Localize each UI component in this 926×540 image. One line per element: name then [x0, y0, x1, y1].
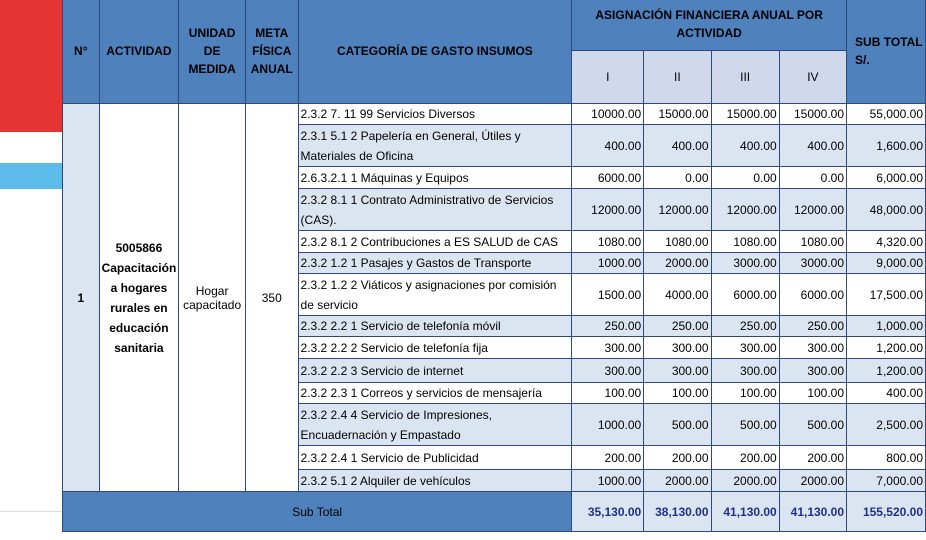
quarter-cell: 250.00	[644, 316, 711, 337]
quarter-cell: 0.00	[779, 167, 846, 189]
footer-grand-total: 155,520.00	[847, 492, 926, 532]
header-quarter-3: III	[711, 51, 779, 104]
category-cell: 2.3.2 8.1 1 Contrato Administrativo de Servicios (CAS).	[298, 189, 572, 231]
quarter-cell: 300.00	[779, 359, 846, 383]
quarter-cell: 100.00	[711, 383, 779, 404]
quarter-cell: 15000.00	[779, 104, 846, 125]
blue-accent-bar	[0, 163, 62, 189]
quarter-cell: 400.00	[779, 125, 846, 167]
category-cell: 2.3.2 8.1 2 Contribuciones a ES SALUD de CAS	[298, 231, 572, 253]
footer-total-q1: 35,130.00	[572, 492, 644, 532]
quarter-cell: 12000.00	[711, 189, 779, 231]
quarter-cell: 300.00	[572, 337, 644, 359]
footer-total-q4: 41,130.00	[779, 492, 846, 532]
footer-label: Sub Total	[63, 492, 572, 532]
activity-unidad: Hogar capacitado	[179, 104, 246, 492]
quarter-cell: 1080.00	[711, 231, 779, 253]
header-unidad: UNIDAD DE MEDIDA	[179, 0, 246, 104]
quarter-cell: 1000.00	[572, 404, 644, 446]
quarter-cell: 2000.00	[644, 470, 711, 492]
quarter-cell: 4000.00	[644, 274, 711, 316]
quarter-cell: 6000.00	[779, 274, 846, 316]
quarter-cell: 12000.00	[572, 189, 644, 231]
table-body	[63, 104, 926, 492]
footer-total-q3: 41,130.00	[711, 492, 779, 532]
quarter-cell: 250.00	[572, 316, 644, 337]
quarter-cell: 200.00	[644, 446, 711, 470]
category-cell: 2.3.2 1.2 2 Viáticos y asignaciones por comisión de servicio	[298, 274, 572, 316]
category-cell: 2.3.2 2.2 1 Servicio de telefonía móvil	[298, 316, 572, 337]
quarter-cell: 3000.00	[779, 253, 846, 274]
quarter-cell: 1080.00	[572, 231, 644, 253]
header-quarter-1: I	[572, 51, 644, 104]
quarter-cell: 200.00	[711, 446, 779, 470]
quarter-cell: 100.00	[644, 383, 711, 404]
quarter-cell: 400.00	[644, 125, 711, 167]
category-cell: 2.3.2 2.4 1 Servicio de Publicidad	[298, 446, 572, 470]
header-categoria: CATEGORÍA DE GASTO INSUMOS	[298, 0, 572, 104]
category-cell: 2.3.2 2.2 2 Servicio de telefonía fija	[298, 337, 572, 359]
subtotal-cell: 1,200.00	[847, 337, 926, 359]
activity-meta: 350	[245, 104, 298, 492]
quarter-cell: 6000.00	[572, 167, 644, 189]
quarter-cell: 2000.00	[644, 253, 711, 274]
footer-total-q2: 38,130.00	[644, 492, 711, 532]
subtotal-cell: 7,000.00	[847, 470, 926, 492]
category-cell: 2.3.2 2.4 4 Servicio de Impresiones, Encuadernación y Empastado	[298, 404, 572, 446]
quarter-cell: 500.00	[644, 404, 711, 446]
quarter-cell: 1000.00	[572, 470, 644, 492]
header-quarter-2: II	[644, 51, 711, 104]
subtotal-cell: 1,000.00	[847, 316, 926, 337]
quarter-cell: 300.00	[572, 359, 644, 383]
quarter-cell: 500.00	[779, 404, 846, 446]
quarter-cell: 100.00	[779, 383, 846, 404]
quarter-cell: 1080.00	[644, 231, 711, 253]
quarter-cell: 3000.00	[711, 253, 779, 274]
quarter-cell: 15000.00	[644, 104, 711, 125]
quarter-cell: 2000.00	[779, 470, 846, 492]
quarter-cell: 0.00	[644, 167, 711, 189]
subtotal-cell: 55,000.00	[847, 104, 926, 125]
subtotal-cell: 800.00	[847, 446, 926, 470]
quarter-cell: 300.00	[711, 337, 779, 359]
subtotal-cell: 400.00	[847, 383, 926, 404]
quarter-cell: 300.00	[779, 337, 846, 359]
quarter-cell: 15000.00	[711, 104, 779, 125]
quarter-cell: 400.00	[572, 125, 644, 167]
divider-line	[0, 511, 62, 512]
quarter-cell: 250.00	[779, 316, 846, 337]
quarter-cell: 300.00	[711, 359, 779, 383]
red-accent-bar	[0, 0, 62, 132]
quarter-cell: 250.00	[711, 316, 779, 337]
header-asignacion: ASIGNACIÓN FINANCIERA ANUAL POR ACTIVIDAD	[572, 0, 847, 51]
category-cell: 2.3.1 5.1 2 Papelería en General, Útiles y Materiales de Oficina	[298, 125, 572, 167]
category-cell: 2.3.2 2.2 3 Servicio de internet	[298, 359, 572, 383]
subtotal-cell: 6,000.00	[847, 167, 926, 189]
category-cell: 2.3.2 2.3 1 Correos y servicios de mensajería	[298, 383, 572, 404]
subtotal-cell: 17,500.00	[847, 274, 926, 316]
subtotal-cell: 9,000.00	[847, 253, 926, 274]
quarter-cell: 10000.00	[572, 104, 644, 125]
subtotal-cell: 2,500.00	[847, 404, 926, 446]
subtotal-cell: 1,600.00	[847, 125, 926, 167]
quarter-cell: 100.00	[572, 383, 644, 404]
quarter-cell: 1080.00	[779, 231, 846, 253]
quarter-cell: 1000.00	[572, 253, 644, 274]
category-cell: 2.3.2 5.1 2 Alquiler de vehículos	[298, 470, 572, 492]
category-cell: 2.3.2 1.2 1 Pasajes y Gastos de Transporte	[298, 253, 572, 274]
category-cell: 2.6.3.2.1 1 Máquinas y Equipos	[298, 167, 572, 189]
header-actividad: ACTIVIDAD	[99, 0, 179, 104]
quarter-cell: 1500.00	[572, 274, 644, 316]
table-row	[63, 104, 926, 125]
quarter-cell: 300.00	[644, 337, 711, 359]
budget-table	[62, 0, 926, 532]
header-quarter-4: IV	[779, 51, 846, 104]
quarter-cell: 500.00	[711, 404, 779, 446]
activity-number: 1	[63, 104, 100, 492]
activity-name: 5005866 Capacitación a hogares rurales en educación sanitaria	[99, 104, 179, 492]
subtotal-cell: 1,200.00	[847, 359, 926, 383]
quarter-cell: 400.00	[711, 125, 779, 167]
quarter-cell: 12000.00	[779, 189, 846, 231]
header-subtotal: SUB TOTAL S/.	[847, 0, 926, 104]
quarter-cell: 200.00	[572, 446, 644, 470]
quarter-cell: 200.00	[779, 446, 846, 470]
category-cell: 2.3.2 7. 11 99 Servicios Diversos	[298, 104, 572, 125]
header-meta: META FÍSICA ANUAL	[245, 0, 298, 104]
subtotal-cell: 4,320.00	[847, 231, 926, 253]
quarter-cell: 0.00	[711, 167, 779, 189]
subtotal-cell: 48,000.00	[847, 189, 926, 231]
quarter-cell: 300.00	[644, 359, 711, 383]
quarter-cell: 2000.00	[711, 470, 779, 492]
quarter-cell: 6000.00	[711, 274, 779, 316]
header-n: N°	[63, 0, 100, 104]
quarter-cell: 12000.00	[644, 189, 711, 231]
